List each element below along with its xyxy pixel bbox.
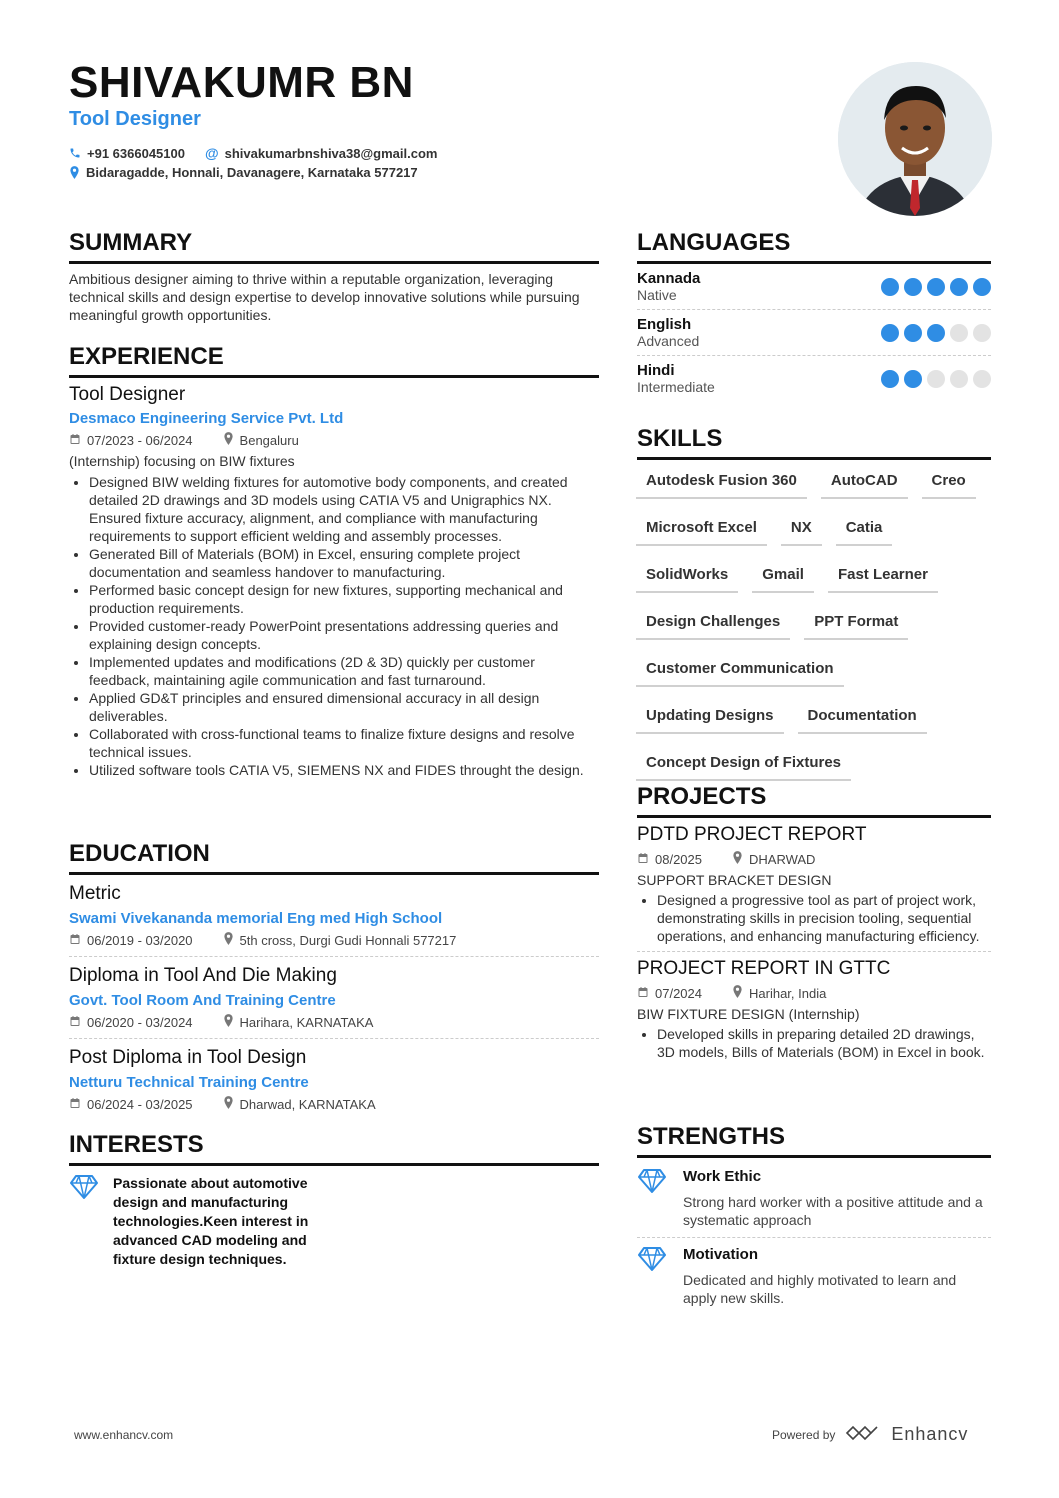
project-subtitle: SUPPORT BRACKET DESIGN [637,872,832,888]
rating-dot-filled [904,278,922,296]
education-entry [69,1039,599,1112]
project-location: Harihar, India [749,985,827,1001]
project-entry [637,952,991,1061]
calendar-icon [69,1015,81,1030]
language-level: Native [637,287,677,303]
enhancv-logo-icon [845,1424,881,1445]
job-meta [69,432,599,448]
project-date: 08/2025 [655,851,702,867]
language-entry [637,264,991,310]
skills-heading: SKILLS [637,425,991,460]
project-title: PROJECT REPORT IN GTTC [637,958,891,979]
list-item: • Utilized software tools CATIA V5, SIEMENS NX and FIDES throught the design. [89,761,599,779]
skill-tag: Microsoft Excel [636,513,767,546]
language-name: English [637,316,692,333]
language-name: Hindi [637,362,675,379]
candidate-name: SHIVAKUMR BN [69,58,414,107]
location-pin-icon [223,1096,234,1112]
education-entry [69,875,599,957]
school-name: Govt. Tool Room And Training Centre [69,992,336,1009]
profile-photo [838,62,992,216]
skill-tag: NX [781,513,822,546]
location-pin-icon [223,932,234,948]
calendar-icon [637,986,649,1001]
language-name: Kannada [637,270,701,287]
rating-dot-filled [927,278,945,296]
skill-tag: Documentation [798,701,927,734]
school-name: Swami Vivekananda memorial Eng med High School [69,910,443,927]
experience-heading: EXPERIENCE [69,343,599,378]
rating-dot-filled [950,278,968,296]
calendar-icon [637,852,649,867]
list-item: • Performed basic concept design for new fixtures, supporting mechanical and production requirements. [89,581,599,617]
location-pin-icon [69,166,80,179]
interest-text: Passionate about automotive design and manufacturing technologies.Keen interest in advanced CAD modeling and fixture design techniques. [113,1175,309,1267]
education-meta [69,932,599,948]
project-location: DHARWAD [749,851,816,867]
candidate-role: Tool Designer [69,108,201,130]
skill-tag: Customer Communication [636,654,844,687]
rating-dot-empty [973,370,991,388]
list-item: • Provided customer-ready PowerPoint presentations addressing queries and explaining design concepts. [89,617,599,653]
strength-title: Motivation [683,1246,758,1263]
education-location: 5th cross, Durgi Gudi Honnali 577217 [239,932,457,948]
language-rating [881,324,991,342]
address-text: Bidaragadde, Honnali, Davanagere, Karnataka 577217 [86,165,418,180]
degree-title: Post Diploma in Tool Design [69,1047,307,1068]
skill-tag: Gmail [752,560,814,593]
rating-dot-empty [950,324,968,342]
at-icon: @ [204,145,219,161]
calendar-icon [69,433,81,448]
skill-tag: Catia [836,513,893,546]
skills-list [636,466,991,781]
rating-dot-empty [950,370,968,388]
project-meta [637,985,991,1001]
list-item: • Generated Bill of Materials (BOM) in Excel, ensuring complete project documentation and seamless handover to manufacturing. [89,545,599,581]
education-dates: 06/2024 - 03/2025 [87,1096,193,1112]
diamond-icon [637,1168,667,1229]
job-bullets [69,473,599,779]
school-name: Netturu Technical Training Centre [69,1074,309,1091]
education-dates: 06/2019 - 03/2020 [87,932,193,948]
language-rating [881,278,991,296]
list-item: • Collaborated with cross-functional teams to finalize fixture designs and resolve technical issues. [89,725,599,761]
education-heading: EDUCATION [69,840,599,875]
education-meta [69,1014,599,1030]
language-rating [881,370,991,388]
diamond-icon [69,1174,99,1269]
skill-tag: PPT Format [804,607,908,640]
project-entry [637,818,991,952]
rating-dot-filled [904,370,922,388]
powered-by-label: Powered by [772,1427,836,1442]
rating-dot-filled [881,324,899,342]
language-level: Intermediate [637,379,715,395]
project-bullets [637,891,991,945]
location-pin-icon [732,985,743,1001]
education-meta [69,1096,599,1112]
project-title: PDTD PROJECT REPORT [637,824,867,845]
diamond-icon [637,1246,667,1307]
degree-title: Diploma in Tool And Die Making [69,965,337,986]
strength-item [637,1158,991,1238]
rating-dot-empty [973,324,991,342]
job-title: Tool Designer [69,384,186,405]
email-link[interactable]: shivakumarbnshiva38@gmail.com [224,145,438,161]
list-item: • Designed a progressive tool as part of project work, demonstrating skills in precision tooling, sequential operations, and enhancing manufacturing efficiency. [657,891,991,945]
summary-heading: SUMMARY [69,229,599,264]
skill-tag: Design Challenges [636,607,790,640]
strength-desc: Dedicated and highly motivated to learn and apply new skills. [683,1272,957,1306]
skill-tag: Fast Learner [828,560,938,593]
calendar-icon [69,933,81,948]
education-location: Dharwad, KARNATAKA [239,1096,376,1112]
language-entry [637,356,991,395]
location-pin-icon [223,432,234,448]
address-line [69,165,418,180]
rating-dot-empty [927,370,945,388]
footer-powered [772,1424,968,1445]
education-location: Harihara, KARNATAKA [239,1014,374,1030]
project-bullets [637,1025,991,1061]
project-meta [637,851,991,867]
skill-tag: Concept Design of Fixtures [636,748,851,781]
degree-title: Metric [69,883,121,904]
summary-text: Ambitious designer aiming to thrive within a reputable organization, leveraging technical skills and design expertise to develop innovative solutions while pursuing meaningful growth opportunities. [69,271,580,323]
project-subtitle: BIW FIXTURE DESIGN (Internship) [637,1006,860,1022]
brand-name: Enhancv [891,1424,969,1444]
projects-heading: PROJECTS [637,783,991,818]
footer-website[interactable]: www.enhancv.com [74,1428,174,1442]
job-location: Bengaluru [239,432,299,448]
project-date: 07/2024 [655,985,702,1001]
rating-dot-filled [881,278,899,296]
calendar-icon [69,1097,81,1112]
list-item: • Applied GD&T principles and ensured dimensional accuracy in all design deliverables. [89,689,599,725]
skill-tag: AutoCAD [821,466,908,499]
list-item: • Implemented updates and modifications (2D & 3D) quickly per customer feedback, maintaining agile communication and fast turnaround. [89,653,599,689]
strength-desc: Strong hard worker with a positive attitude and a systematic approach [683,1194,983,1228]
skill-tag: SolidWorks [636,560,738,593]
job-dates: 07/2023 - 06/2024 [87,432,193,448]
interests-heading: INTERESTS [69,1131,599,1166]
list-item: • Developed skills in preparing detailed 2D drawings, 3D models, Bills of Materials (BOM) in Excel in book. [657,1025,991,1061]
skill-tag: Updating Designs [636,701,784,734]
interest-item [69,1174,599,1269]
rating-dot-filled [881,370,899,388]
phone-number[interactable]: +91 6366045100 [87,145,185,161]
strengths-heading: STRENGTHS [637,1123,991,1158]
strength-item [637,1238,991,1307]
job-intro: (Internship) focusing on BIW fixtures [69,453,295,469]
language-level: Advanced [637,333,700,349]
skill-tag: Autodesk Fusion 360 [636,466,807,499]
strength-title: Work Ethic [683,1168,762,1185]
languages-heading: LANGUAGES [637,229,991,264]
contact-line [69,145,437,161]
rating-dot-filled [904,324,922,342]
rating-dot-filled [973,278,991,296]
rating-dot-filled [927,324,945,342]
education-dates: 06/2020 - 03/2024 [87,1014,193,1030]
location-pin-icon [223,1014,234,1030]
list-item: • Designed BIW welding fixtures for automotive body components, and created detailed 2D drawings and 3D models using CATIA V5 and Unigraphics NX. Ensured fixture accuracy, alignment, and compliance with manufacturing requirements to support efficient welding and assembly processes. [89,473,599,545]
skill-tag: Creo [922,466,976,499]
education-entry [69,957,599,1039]
company-name: Desmaco Engineering Service Pvt. Ltd [69,410,344,427]
phone-icon [69,147,81,159]
location-pin-icon [732,851,743,867]
language-entry [637,310,991,356]
